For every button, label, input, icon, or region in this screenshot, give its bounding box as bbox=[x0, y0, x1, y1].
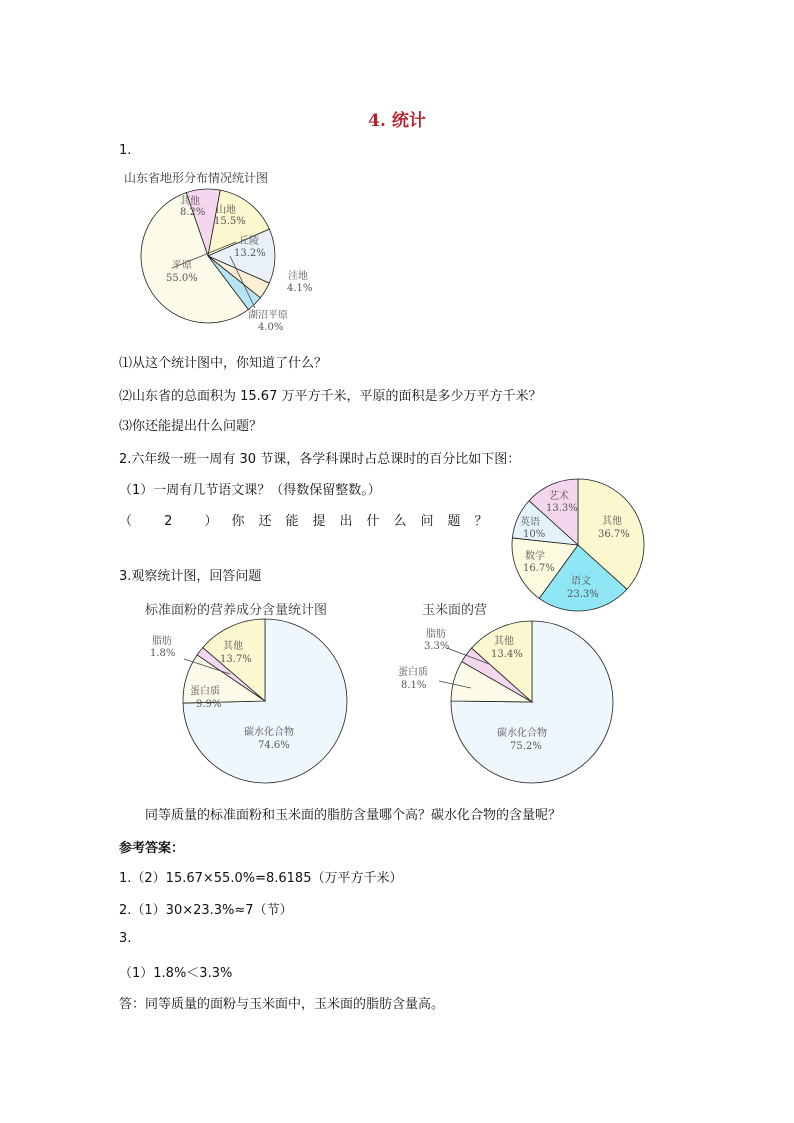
pie2-label-yuwen: 语文 bbox=[571, 576, 591, 587]
terrain-pie-chart bbox=[120, 186, 320, 336]
chart3-title: 标准面粉的营养成分含量统计图 bbox=[145, 603, 328, 618]
pie4-label-danbaizhi: 蛋白质 bbox=[398, 667, 428, 678]
pie1-label-shandi: 山地 bbox=[216, 205, 236, 216]
pie1-label-pingyuan: 平原 bbox=[172, 260, 192, 271]
pie3-pct-qita: 13.7% bbox=[220, 654, 252, 665]
q2-stem: 2.六年级一班一周有 30 节课，各学科课时占总课时的百分比如下图： bbox=[119, 452, 521, 467]
answer-3-conclusion: 答：同等质量的面粉与玉米面中，玉米面的脂肪含量高。 bbox=[119, 997, 445, 1012]
pie1-label-wadi: 洼地 bbox=[288, 271, 308, 282]
pie2-label-qita: 其他 bbox=[602, 516, 622, 527]
pie3-label-zhifang: 脂肪 bbox=[152, 636, 172, 647]
q2-item-2: （ 2 ）你还能提出什么问题？ bbox=[119, 514, 502, 529]
answer-3-1: （1）1.8%＜3.3% bbox=[119, 966, 233, 981]
chart4-title: 玉米面的营 bbox=[422, 603, 488, 618]
pie2-pct-qita: 36.7% bbox=[598, 529, 630, 540]
pie1-pct-shandi: 15.5% bbox=[214, 216, 246, 227]
pie4-pct-danbaizhi: 8.1% bbox=[401, 680, 427, 691]
pie1-pct-qita: 8.2% bbox=[180, 207, 206, 218]
pie3-label-tanshui: 碳水化合物 bbox=[244, 727, 294, 738]
q1-item-3: ⑶你还能提出什么问题？ bbox=[119, 419, 263, 434]
chart1-title: 山东省地形分布情况统计图 bbox=[124, 171, 269, 185]
pie3-label-danbaizhi: 蛋白质 bbox=[190, 686, 220, 697]
pie3-pct-zhifang: 1.8% bbox=[150, 648, 176, 659]
pie2-label-yingyu: 英语 bbox=[520, 517, 540, 528]
answer-1: 1.（2）15.67×55.0%=8.6185（万平方千米） bbox=[119, 871, 403, 886]
pie4-pct-qita: 13.4% bbox=[491, 649, 523, 660]
answer-2: 2.（1）30×23.3%≈7（节） bbox=[119, 903, 293, 918]
pie4-label-zhifang: 脂肪 bbox=[426, 629, 446, 640]
subjects-pie-chart bbox=[505, 477, 655, 613]
pie2-label-shuxue: 数学 bbox=[525, 551, 545, 562]
flour-pie-chart bbox=[140, 618, 355, 790]
page-title: 4. 统计 bbox=[368, 111, 426, 131]
answer-3-label: 3. bbox=[119, 931, 132, 946]
pie1-label-qiuling: 丘陵 bbox=[239, 236, 259, 247]
pie3-pct-danbaizhi: 9.9% bbox=[196, 699, 222, 710]
q3-question: 同等质量的标准面粉和玉米面的脂肪含量哪个高？碳水化合物的含量呢？ bbox=[145, 808, 562, 823]
pie4-pct-zhifang: 3.3% bbox=[424, 641, 450, 652]
answers-heading: 参考答案： bbox=[119, 841, 185, 856]
pie4-label-tanshui: 碳水化合物 bbox=[497, 728, 547, 739]
q1-item-2: ⑵山东省的总面积为 15.67 万平方千米，平原的面积是多少万平方千米？ bbox=[119, 389, 542, 404]
pie1-pct-qiuling: 13.2% bbox=[234, 248, 266, 259]
pie2-pct-yuwen: 23.3% bbox=[567, 589, 599, 600]
q3-stem: 3.观察统计图，回答问题 bbox=[119, 569, 262, 584]
pie3-pct-tanshui: 74.6% bbox=[258, 740, 290, 751]
pie2-pct-shuxue: 16.7% bbox=[523, 563, 555, 574]
cornmeal-pie-chart bbox=[393, 618, 616, 788]
pie3-label-qita: 其他 bbox=[223, 641, 243, 652]
pie1-label-qita: 其他 bbox=[180, 196, 200, 207]
pie1-pct-huzhao: 4.0% bbox=[258, 322, 284, 333]
pie2-pct-yishu: 13.3% bbox=[546, 503, 578, 514]
pie4-label-qita: 其他 bbox=[494, 636, 514, 647]
q1-number: 1. bbox=[119, 143, 132, 158]
pie1-label-huzhao: 湖沼平原 bbox=[248, 310, 288, 321]
pie2-label-yishu: 艺术 bbox=[549, 491, 569, 502]
q2-item-1: （1）一周有几节语文课？（得数保留整数。） bbox=[119, 483, 381, 498]
q1-item-1: ⑴从这个统计图中，你知道了什么？ bbox=[119, 356, 328, 371]
pie4-pct-tanshui: 75.2% bbox=[510, 741, 542, 752]
pie1-pct-pingyuan: 55.0% bbox=[166, 273, 198, 284]
pie2-pct-yingyu: 10% bbox=[523, 529, 546, 540]
pie1-pct-wadi: 4.1% bbox=[287, 283, 313, 294]
